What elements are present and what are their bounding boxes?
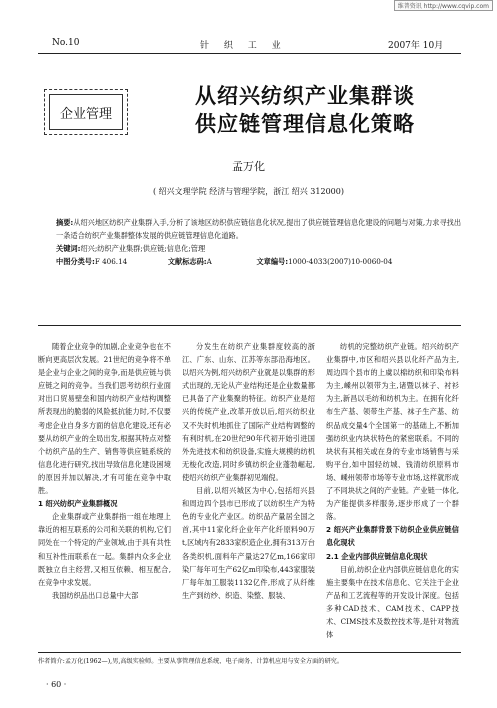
footnote-rule: [38, 652, 461, 653]
article-title-line-1: 从绍兴纺织产业集群谈: [195, 84, 415, 108]
author-name: 孟万化: [232, 160, 265, 173]
header-rule: [38, 53, 461, 54]
paragraph: 分发生在纺织产业集群度较高的浙江、广东、山东、江苏等东部沿海地区。以绍兴为例,绍兴纺织产业就是以集群的形式出现的,无论从产业结构还是企业数量都已具备了产业集聚的特征。纺织产业是绍兴的传统产业,改革开放以后,绍兴纺织业又不失时机地抓住了国际产业结构调整的有利时机,在20世纪90年代初开始引进国外先进技术和纺织设备,实施大规模的纺机无梭化改造,同时乡镇纺织企业蓬勃崛起,使绍兴纺织产业集群初见端倪。: [182, 342, 315, 482]
abstract-block: [56, 216, 464, 268]
watermark: 维普资讯 http://www.cqvip.com: [394, 0, 493, 11]
paragraph: 目前,以绍兴城区为中心,包括绍兴县和周边四个县市已形成了以纺织生产为特色的专业化产业区。纺织品产量居全国之首,其中11家化纤企业年产化纤原料90万t,区域内有2833家织造企业,拥有313万台各类织机,面料年产量达27亿m,166家印染厂每年可生产62亿m印染布,443家服装厂每年加工服装1132亿件,形成了从纤维生产到纺纱、织造、染整、服装、: [182, 486, 315, 600]
body-column-1: [38, 340, 171, 602]
abstract-rule: [38, 325, 461, 326]
section-badge: [44, 89, 128, 135]
subsection-heading: 2.1 企业内部供应链信息化现状: [326, 551, 428, 561]
paragraph: 我国纺织品出口总量中大部: [52, 590, 139, 600]
classification-line: 中图分类号:F 406.14 文献标志码:A 文章编号:1000-4033(2007)10-0060-04: [56, 257, 393, 266]
issue-date: 2007年 10月: [388, 41, 444, 51]
keywords-line: 关键词:绍兴;纺织产业集群;供应链;信息化;管理: [56, 244, 206, 253]
body-column-2: [182, 340, 315, 602]
paragraph: 企业集群或产业集群指一组在地理上靠近的相互联系的公司和关联的机构,它们同处在一个特定的产业领域,由于具有共性和互补性而联系在一起。集群内众多企业既独立自主经营,又相互依赖、相互配合,在竞争中求发展。: [38, 512, 171, 587]
body-column-3: [326, 340, 459, 641]
section-heading: 2 绍兴产业集群背景下纺织企业供应链信息化现状: [326, 525, 459, 548]
paragraph: 随着企业竞争的加剧,企业竞争也在不断向更高层次发展。21世纪的竞争将不单是企业与企业之间的竞争,而是供应链与供应链之间的竞争。当我们思考纺织行业面对出口贸易壁垒和国内纺织产业结构调整所表现出的脆弱的风险抵抗能力时,不仅要考虑企业自身多方面的信息化建设,还有必要从纺织产业的全局出发,根据其特点对整个纺织产品的生产、销售等供应链系统的信息化进行研究,找出导致信息化建设困境的原因并加以解决,才有可能在竞争中取胜。: [38, 342, 171, 496]
section-heading: 1 绍兴纺织产业集群概况: [38, 499, 118, 509]
abstract-label: 摘要:: [56, 218, 74, 227]
page-number: · 60 ·: [46, 680, 67, 689]
author-footnote: 作者简介:孟万化(1962—),男,高级实验师。主要从事管理信息系统、电子商务、计算机应用与安全方面的研究。: [38, 658, 344, 665]
issue-number: No.10: [52, 38, 80, 48]
keywords-label: 关键词:: [56, 244, 81, 253]
abstract-text: 摘要:从绍兴地区纺织产业集群入手,分析了该地区纺织供应链信息化状况,提出了供应链管理信息化建设的问题与对策,力求寻找出一条适合纺织产业集群整体发展的供应链管理信息化道路。: [56, 218, 462, 240]
paragraph: 纺机的完整纺织产业链。绍兴纺织产业集群中,市区和绍兴县以化纤产品为主,周边四个县市的上虞以棉纺织和印染布料为主,嵊州以领带为主,诸暨以袜子、衬衫为主,新昌以毛纺和纺机为主。在拥有化纤布生产基、领带生产基、袜子生产基、纺织品成交量4个全国第一的基础上,不断加强纺织业内块状特色的紧密联系。不同的块状有其相关或在身的专业市场销售与采购平台,如中国轻纺城、钱清纺织原料市场、嵊州领带市场等专业市场,这样就形成了不同块状之间的产业链。产业链一体化,为产能提供多样服务,逐步形成了一个群落。: [326, 342, 459, 522]
paragraph: 目前,纺织企业内部供应链信息化的实施主要集中在技术信息化、它关注于企业产品和工艺流程等的开发设计深度。包括多种CAD技术、CAM技术、CAPP技术、CIMS技术及数控技术等,是针对物流体: [326, 564, 459, 640]
author-affiliation: ( 绍兴文理学院 经济与管理学院，浙江 绍兴 312000): [153, 187, 344, 196]
article-title-line-2: 供应链管理信息化策略: [195, 112, 415, 136]
journal-name: 针 织 工 业: [200, 41, 287, 51]
section-badge-label: 企业管理: [49, 94, 123, 130]
